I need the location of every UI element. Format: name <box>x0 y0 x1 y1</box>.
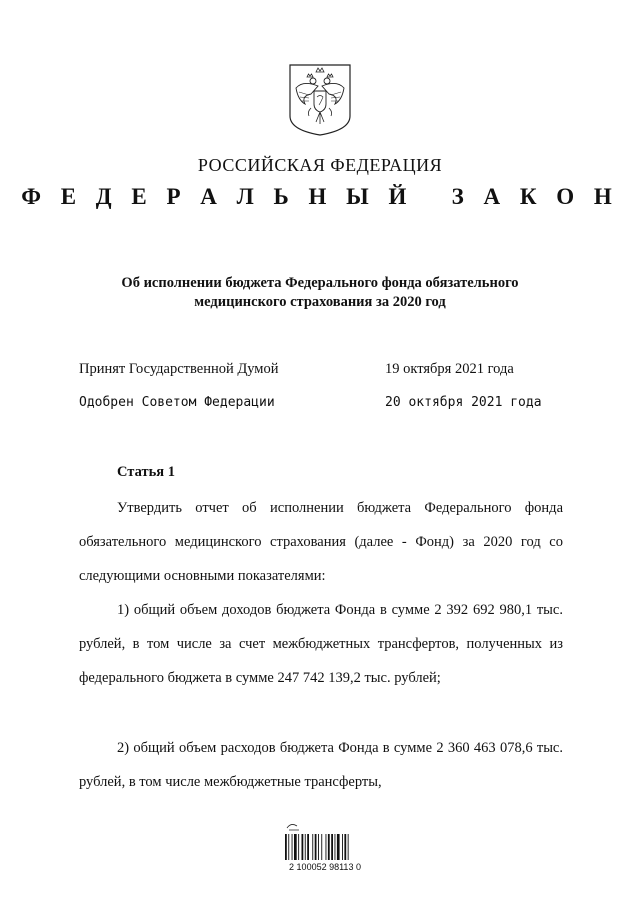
eagle-icon <box>289 64 351 136</box>
law-title <box>80 274 560 312</box>
adoption-date: 19 октября 2021 года <box>385 361 514 377</box>
adoption-label: Принят Государственной Думой <box>79 361 279 377</box>
document-type: Ф Е Д Е Р А Л Ь Н Ы Й З А К О Н <box>21 184 619 209</box>
article-intro-text: Утвердить отчет об исполнении бюджета Федерального фонда обязательного медицинского страхования (далее - Фонд) за 2020 год со следующими основными показателями: <box>79 500 563 585</box>
article-item-2 <box>79 731 563 799</box>
article-item-2-text: 2) общий объем расходов бюджета Фонда в сумме 2 360 463 078,6 тыс. рублей, в том числе межбюджетные трансферты, <box>79 740 563 791</box>
coat-of-arms-emblem <box>289 64 351 136</box>
country-name: РОССИЙСКАЯ ФЕДЕРАЦИЯ <box>197 155 443 175</box>
barcode-number: 2 100052 98113 0 <box>289 862 361 872</box>
adoption-label: Одобрен Советом Федерации <box>79 395 275 410</box>
law-title-line-2: медицинского страхования за 2020 год <box>194 294 446 310</box>
article-title: Статья 1 <box>117 464 175 480</box>
article-intro <box>79 491 563 594</box>
article-item-1 <box>79 593 563 696</box>
barcode-icon <box>283 820 363 862</box>
article-item-1-text: 1) общий объем доходов бюджета Фонда в сумме 2 392 692 980,1 тыс. рублей, в том числе за счет межбюджетных трансфертов, полученных из федерального бюджета в сумме 247 742 139,2 тыс. рублей; <box>79 602 563 687</box>
adoption-date: 20 октября 2021 года <box>385 395 542 410</box>
law-title-line-1: Об исполнении бюджета Федерального фонда обязательного <box>121 275 519 291</box>
